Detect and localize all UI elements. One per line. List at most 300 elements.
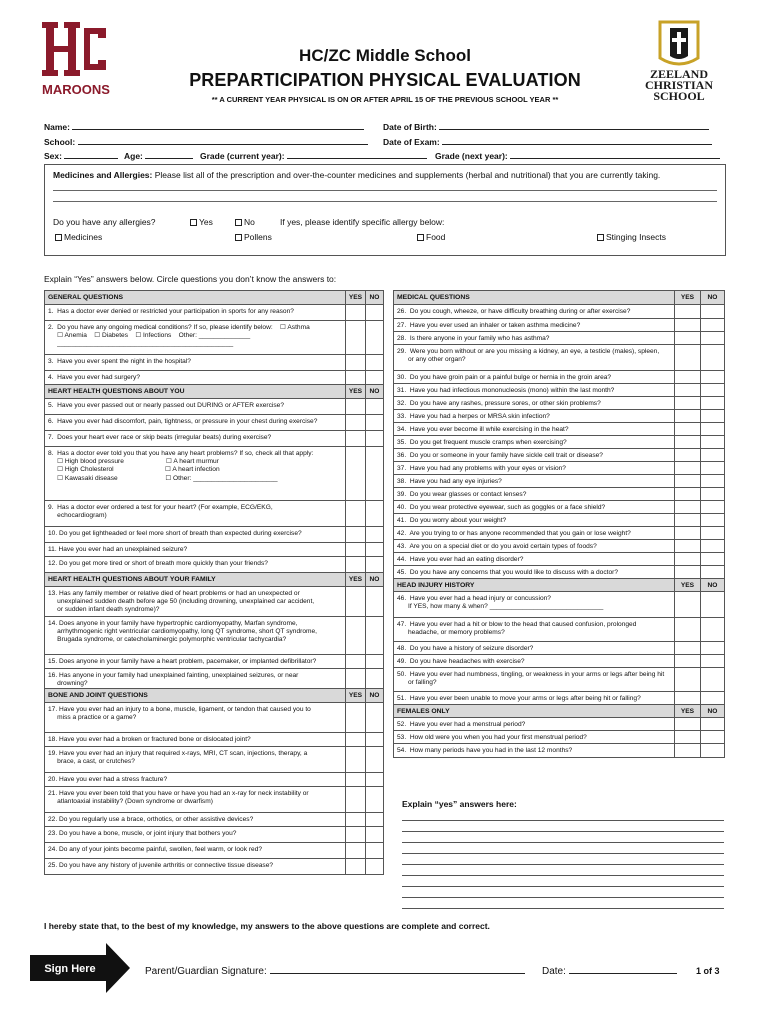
form-title: PREPARTICIPATION PHYSICAL EVALUATION <box>189 70 581 90</box>
no-label: NO <box>707 294 718 301</box>
no-label: NO <box>707 708 718 715</box>
no-answer-cell[interactable] <box>365 305 383 320</box>
no-answer-cell[interactable] <box>700 462 724 474</box>
yes-answer-cell[interactable] <box>345 787 365 812</box>
question-text: 47. Have you ever had a hit or blow to the head that caused confusion, prolonged headache, or memory problems? <box>397 621 637 637</box>
no-answer-cell[interactable] <box>365 843 383 858</box>
age-field[interactable] <box>124 150 193 162</box>
allergy-medicines-option[interactable] <box>55 233 102 243</box>
no-column-header <box>365 689 383 702</box>
yes-answer-cell[interactable] <box>674 566 700 578</box>
question-row <box>393 488 725 501</box>
question-row <box>393 305 725 319</box>
age-label: Age: <box>124 151 143 161</box>
section-header <box>393 291 725 305</box>
question-text: 26. Do you cough, wheeze, or have difficulty breathing during or after exercise? <box>397 308 631 315</box>
question-text: 2. Do you have any ongoing medical conditions? If so, please identify below: ☐ Asthma ☐ Anemia ☐ Diabetes ☐ Infections Other: ______________ ________________________________________________ <box>48 324 310 348</box>
question-text: 4. Have you ever had surgery? <box>48 374 140 381</box>
question-row <box>44 617 384 655</box>
yes-answer-cell[interactable] <box>674 692 700 704</box>
section-header <box>44 291 384 305</box>
yes-answer-cell[interactable] <box>345 859 365 874</box>
yes-answer-cell[interactable] <box>674 462 700 474</box>
yes-answer-cell[interactable] <box>345 773 365 786</box>
yes-answer-cell[interactable] <box>345 501 365 526</box>
question-text: 9. Has a doctor ever ordered a test for your heart? (For example, ECG/EKG, echocardiogram) <box>48 504 273 520</box>
no-answer-cell[interactable] <box>365 669 383 688</box>
question-text: 32. Do you have any rashes, pressure sores, or other skin problems? <box>397 400 601 407</box>
yes-answer-cell[interactable] <box>674 397 700 409</box>
question-text: 50. Have you ever had numbness, tingling, or weakness in your arms or legs after being hit or falling? <box>397 671 665 687</box>
allergy-pollens-checkbox[interactable] <box>235 234 242 241</box>
allergy-yes-label: Yes <box>199 217 213 227</box>
certification-statement: I hereby state that, to the best of my knowledge, my answers to the above questions are complete and correct. <box>44 921 490 931</box>
yes-answer-cell[interactable] <box>674 332 700 344</box>
no-answer-cell[interactable] <box>700 618 724 641</box>
question-text: 39. Do you wear glasses or contact lenses? <box>397 491 527 498</box>
allergy-food-label: Food <box>426 232 446 242</box>
name-label: Name: <box>44 122 70 132</box>
question-text: 42. Are you trying to or has anyone recommended that you gain or lose weight? <box>397 530 631 537</box>
question-row <box>44 305 384 321</box>
question-text: 28. Is there anyone in your family who has asthma? <box>397 335 550 342</box>
yes-answer-cell[interactable] <box>674 668 700 691</box>
question-row <box>393 514 725 527</box>
yes-explain-line[interactable] <box>402 831 724 832</box>
yes-answer-cell[interactable] <box>345 557 365 572</box>
yes-answer-cell[interactable] <box>674 384 700 396</box>
yes-label: YES <box>348 692 363 699</box>
question-text: 44. Have you ever had an eating disorder? <box>397 556 524 563</box>
school-label: School: <box>44 137 76 147</box>
name-field[interactable] <box>44 121 364 133</box>
sex-label: Sex: <box>44 151 62 161</box>
question-row <box>393 592 725 618</box>
no-answer-cell[interactable] <box>700 501 724 513</box>
medicines-line-1[interactable] <box>53 190 717 191</box>
yes-answer-cell[interactable] <box>345 587 365 616</box>
section-header <box>393 705 725 718</box>
yes-column-header <box>345 689 365 702</box>
question-text: 18. Have you ever had a broken or fractured bone or dislocated joint? <box>48 736 251 743</box>
yes-answer-cell[interactable] <box>674 731 700 743</box>
no-answer-cell[interactable] <box>700 436 724 448</box>
yes-label: YES <box>680 582 695 589</box>
date-field[interactable] <box>542 965 677 978</box>
date-label: Date: <box>542 966 566 977</box>
question-row <box>393 668 725 692</box>
no-answer-cell[interactable] <box>700 410 724 422</box>
sex-field[interactable] <box>44 150 118 162</box>
question-text: 36. Do you or someone in your family have sickle cell trait or disease? <box>397 452 603 459</box>
question-text: 19. Have you ever had an injury that required x-rays, MRI, CT scan, injections, therapy, a brace, a cast, or crutches? <box>48 750 308 766</box>
no-label: NO <box>369 576 380 583</box>
yes-explain-line[interactable] <box>402 864 724 865</box>
no-answer-cell[interactable] <box>700 553 724 565</box>
yes-answer-cell[interactable] <box>345 669 365 688</box>
yes-label: YES <box>348 388 363 395</box>
allergy-food-option[interactable] <box>417 233 445 243</box>
allergy-question: Do you have any allergies? <box>53 217 156 227</box>
no-column-header <box>365 385 383 398</box>
yes-column-header <box>674 579 700 591</box>
yes-answer-cell[interactable] <box>345 527 365 542</box>
current-grade-field[interactable] <box>200 150 427 162</box>
no-answer-cell[interactable] <box>700 305 724 318</box>
yes-explain-line[interactable] <box>402 853 724 854</box>
allergy-food-checkbox[interactable] <box>417 234 424 241</box>
question-row <box>44 827 384 843</box>
no-answer-cell[interactable] <box>700 332 724 344</box>
no-column-header <box>365 573 383 586</box>
dob-field[interactable] <box>383 121 709 133</box>
yes-explain-line[interactable] <box>402 908 724 909</box>
current-grade-label: Grade (current year): <box>200 151 285 161</box>
allergy-medicines-label: Medicines <box>64 232 103 242</box>
question-row <box>44 415 384 431</box>
section-title: FEMALES ONLY <box>397 708 450 715</box>
question-row <box>44 843 384 859</box>
question-row <box>393 384 725 397</box>
yes-explain-label: Explain “yes” answers here: <box>402 799 517 809</box>
no-answer-cell[interactable] <box>365 655 383 668</box>
question-text: 5. Have you ever passed out or nearly passed out DURING or AFTER exercise? <box>48 402 285 409</box>
no-column-header <box>700 579 724 591</box>
physical-notice: ** A CURRENT YEAR PHYSICAL IS ON OR AFTER APRIL 15 OF THE PREVIOUS SCHOOL YEAR ** <box>211 95 559 104</box>
question-text: 49. Do you have headaches with exercise? <box>397 658 525 665</box>
yes-explain-line[interactable] <box>402 886 724 887</box>
question-row <box>393 655 725 668</box>
medicines-text: Please list all of the prescription and over-the-counter medicines and supplements (herbal and nutritional) that you are currently taking. <box>154 170 661 180</box>
question-text: 43. Are you on a special diet or do you avoid certain types of foods? <box>397 543 597 550</box>
allergy-no-option[interactable] <box>235 218 255 228</box>
question-text: 41. Do you worry about your weight? <box>397 517 507 524</box>
yes-answer-cell[interactable] <box>674 540 700 552</box>
yes-answer-cell[interactable] <box>345 813 365 826</box>
yes-answer-cell[interactable] <box>674 618 700 641</box>
yes-answer-cell[interactable] <box>345 747 365 772</box>
yes-explain-line[interactable] <box>402 842 724 843</box>
no-answer-cell[interactable] <box>365 543 383 556</box>
medicines-line-2[interactable] <box>53 201 717 202</box>
yes-answer-cell[interactable] <box>674 514 700 526</box>
allergy-pollens-label: Pollens <box>244 232 272 242</box>
question-text: 38. Have you had any eye injuries? <box>397 478 502 485</box>
question-text: 31. Have you had infectious mononucleosis (mono) within the last month? <box>397 387 615 394</box>
no-answer-cell[interactable] <box>700 592 724 617</box>
yes-answer-cell[interactable] <box>674 642 700 654</box>
dob-label: Date of Birth: <box>383 122 437 132</box>
question-row <box>393 642 725 655</box>
no-answer-cell[interactable] <box>365 527 383 542</box>
question-text: 51. Have you ever been unable to move your arms or legs after being hit or falling? <box>397 695 641 702</box>
question-row <box>393 462 725 475</box>
allergy-no-label: No <box>244 217 255 227</box>
question-text: 8. Has a doctor ever told you that you have any heart problems? If so, check all that apply: ☐ High blood pressure ☐ A heart murmur ☐ High Cholesterol ☐ A heart infection ☐ Kawasaki disease ☐ Other: _______________________ <box>48 450 314 482</box>
question-row <box>44 543 384 557</box>
left-questions-table <box>44 290 384 902</box>
question-row <box>393 744 725 758</box>
right-questions-table <box>393 290 725 768</box>
section-header <box>44 573 384 587</box>
question-text: 13. Has any family member or relative died of heart problems or had an unexpected or unexplained sudden death before age 50 (including drowning, unexplained car accident, or sudden infant death syndrome)? <box>48 590 315 614</box>
signature-field[interactable] <box>145 965 525 978</box>
no-answer-cell[interactable] <box>365 787 383 812</box>
question-row <box>393 423 725 436</box>
question-row <box>44 655 384 669</box>
question-text: 45. Do you have any concerns that you would like to discuss with a doctor? <box>397 569 619 576</box>
yes-answer-cell[interactable] <box>674 655 700 667</box>
question-text: 37. Have you had any problems with your eyes or vision? <box>397 465 566 472</box>
allergy-stinging-label: Stinging Insects <box>606 232 667 242</box>
allergy-no-checkbox[interactable] <box>235 219 242 226</box>
yes-answer-cell[interactable] <box>345 399 365 414</box>
question-row <box>44 733 384 747</box>
yes-label: YES <box>680 708 695 715</box>
question-text: 46. Have you ever had a head injury or concussion? If YES, how many & when? _______________________________ <box>397 595 604 611</box>
yes-answer-cell[interactable] <box>345 733 365 746</box>
no-answer-cell[interactable] <box>365 557 383 572</box>
section-header <box>44 689 384 703</box>
question-row <box>393 410 725 423</box>
sign-here-label: Sign Here <box>44 963 96 975</box>
maroons-logo-text: MAROONS <box>42 82 110 97</box>
no-answer-cell[interactable] <box>700 319 724 331</box>
no-answer-cell[interactable] <box>365 617 383 654</box>
yes-answer-cell[interactable] <box>345 827 365 842</box>
no-answer-cell[interactable] <box>365 773 383 786</box>
yes-answer-cell[interactable] <box>674 553 700 565</box>
sign-here-button[interactable] <box>30 943 130 993</box>
no-answer-cell[interactable] <box>365 415 383 430</box>
question-text: 12. Do you get more tired or short of breath more quickly than your friends? <box>48 560 268 567</box>
question-row <box>393 475 725 488</box>
question-text: 20. Have you ever had a stress fracture? <box>48 776 168 783</box>
question-text: 11. Have you ever had an unexplained seizure? <box>48 546 188 553</box>
yes-explain-line[interactable] <box>402 897 724 898</box>
question-text: 24. Do any of your joints become painful, swollen, feel warm, or look red? <box>48 846 263 853</box>
question-row <box>44 703 384 733</box>
yes-answer-cell[interactable] <box>345 843 365 858</box>
exam-date-label: Date of Exam: <box>383 137 440 147</box>
yes-answer-cell[interactable] <box>674 488 700 500</box>
no-answer-cell[interactable] <box>365 321 383 354</box>
no-column-header <box>365 291 383 304</box>
no-answer-cell[interactable] <box>700 692 724 704</box>
question-row <box>44 557 384 573</box>
no-answer-cell[interactable] <box>365 355 383 370</box>
yes-answer-cell[interactable] <box>674 319 700 331</box>
yes-answer-cell[interactable] <box>674 592 700 617</box>
yes-answer-cell[interactable] <box>345 431 365 446</box>
yes-answer-cell[interactable] <box>674 423 700 435</box>
question-text: 53. How old were you when you had your first menstrual period? <box>397 734 587 741</box>
question-text: 52. Have you ever had a menstrual period? <box>397 721 526 728</box>
question-text: 16. Has anyone in your family had unexplained fainting, unexplained seizures, or near drowning? <box>48 672 299 688</box>
yes-column-header <box>345 291 365 304</box>
question-row <box>393 618 725 642</box>
question-row <box>44 321 384 355</box>
question-row <box>44 399 384 415</box>
yes-label: YES <box>348 294 363 301</box>
no-label: NO <box>369 692 380 699</box>
no-answer-cell[interactable] <box>365 813 383 826</box>
question-text: 29. Were you born without or are you missing a kidney, an eye, a testicle (males), spleen, or any other organ? <box>397 348 660 364</box>
yes-answer-cell[interactable] <box>345 617 365 654</box>
no-answer-cell[interactable] <box>700 514 724 526</box>
no-answer-cell[interactable] <box>700 731 724 743</box>
yes-answer-cell[interactable] <box>674 744 700 757</box>
allergy-yes-option[interactable] <box>190 218 213 228</box>
no-answer-cell[interactable] <box>365 431 383 446</box>
signature-label: Parent/Guardian Signature: <box>145 966 267 977</box>
yes-answer-cell[interactable] <box>674 449 700 461</box>
question-text: 34. Have you ever become ill while exercising in the heat? <box>397 426 569 433</box>
no-answer-cell[interactable] <box>365 703 383 732</box>
no-answer-cell[interactable] <box>700 540 724 552</box>
yes-explain-line[interactable] <box>402 875 724 876</box>
question-row <box>44 787 384 813</box>
no-answer-cell[interactable] <box>700 345 724 370</box>
question-text: 10. Do you get lightheaded or feel more short of breath than expected during exercise? <box>48 530 302 537</box>
question-row <box>44 669 384 689</box>
question-row <box>44 587 384 617</box>
question-row <box>393 371 725 384</box>
exam-date-field[interactable] <box>383 136 712 148</box>
question-text: 48. Do you have a history of seizure disorder? <box>397 645 534 652</box>
yes-answer-cell[interactable] <box>345 703 365 732</box>
question-text: 30. Do you have groin pain or a painful bulge or hernia in the groin area? <box>397 374 612 381</box>
yes-answer-cell[interactable] <box>345 355 365 370</box>
no-answer-cell[interactable] <box>365 859 383 874</box>
yes-answer-cell[interactable] <box>674 410 700 422</box>
question-row <box>393 527 725 540</box>
yes-answer-cell[interactable] <box>345 321 365 354</box>
allergy-pollens-option[interactable] <box>235 233 272 243</box>
question-row <box>393 501 725 514</box>
yes-answer-cell[interactable] <box>345 305 365 320</box>
question-row <box>393 332 725 345</box>
question-text: 6. Have you ever had discomfort, pain, tightness, or pressure in your chest during exercise? <box>48 418 318 425</box>
yes-answer-cell[interactable] <box>345 447 365 500</box>
question-row <box>393 540 725 553</box>
no-answer-cell[interactable] <box>700 642 724 654</box>
yes-answer-cell[interactable] <box>345 415 365 430</box>
no-answer-cell[interactable] <box>700 384 724 396</box>
section-title: MEDICAL QUESTIONS <box>397 294 470 301</box>
question-row <box>393 397 725 410</box>
allergy-medicines-checkbox[interactable] <box>55 234 62 241</box>
question-text: 40. Do you wear protective eyewear, such as goggles or a face shield? <box>397 504 606 511</box>
no-answer-cell[interactable] <box>700 449 724 461</box>
allergy-stinging-checkbox[interactable] <box>597 234 604 241</box>
question-row <box>44 527 384 543</box>
no-answer-cell[interactable] <box>365 827 383 842</box>
no-answer-cell[interactable] <box>365 501 383 526</box>
question-row <box>393 345 725 371</box>
yes-answer-cell[interactable] <box>345 655 365 668</box>
no-answer-cell[interactable] <box>365 371 383 384</box>
yes-answer-cell[interactable] <box>674 345 700 370</box>
no-answer-cell[interactable] <box>365 747 383 772</box>
zeeland-logo-text-2: CHRISTIAN <box>644 78 714 92</box>
question-text: 7. Does your heart ever race or skip beats (irregular beats) during exercise? <box>48 434 272 441</box>
no-answer-cell[interactable] <box>700 371 724 383</box>
page-number: 1 of 3 <box>696 966 720 976</box>
no-answer-cell[interactable] <box>700 488 724 500</box>
question-text: 54. How many periods have you had in the last 12 months? <box>397 747 573 754</box>
no-answer-cell[interactable] <box>700 527 724 539</box>
no-label: NO <box>707 582 718 589</box>
medicines-prompt <box>53 171 660 181</box>
question-row <box>44 371 384 385</box>
no-answer-cell[interactable] <box>365 733 383 746</box>
yes-answer-cell[interactable] <box>674 718 700 730</box>
question-row <box>393 692 725 705</box>
next-grade-field[interactable] <box>435 150 720 162</box>
no-label: NO <box>369 388 380 395</box>
question-text: 25. Do you have any history of juvenile arthritis or connective tissue disease? <box>48 862 274 869</box>
yes-answer-cell[interactable] <box>674 305 700 318</box>
question-text: 33. Have you had a herpes or MRSA skin infection? <box>397 413 550 420</box>
yes-column-header <box>345 385 365 398</box>
school-name: HC/ZC Middle School <box>299 46 471 65</box>
zeeland-logo-text-1: ZEELAND <box>649 67 709 81</box>
no-answer-cell[interactable] <box>700 397 724 409</box>
question-text: 3. Have you ever spent the night in the hospital? <box>48 358 191 365</box>
question-row <box>393 731 725 744</box>
allergy-identify-text: If yes, please identify specific allergy below: <box>280 217 445 227</box>
no-answer-cell[interactable] <box>700 655 724 667</box>
section-header <box>393 579 725 592</box>
allergy-yes-checkbox[interactable] <box>190 219 197 226</box>
no-answer-cell[interactable] <box>365 587 383 616</box>
yes-answer-cell[interactable] <box>345 371 365 384</box>
no-answer-cell[interactable] <box>700 566 724 578</box>
allergy-stinging-option[interactable] <box>597 233 666 243</box>
yes-column-header <box>674 291 700 304</box>
question-text: 22. Do you regularly use a brace, orthotics, or other assistive devices? <box>48 816 254 823</box>
question-row <box>44 501 384 527</box>
yes-answer-cell[interactable] <box>674 371 700 383</box>
school-field[interactable] <box>44 136 368 148</box>
question-text: 15. Does anyone in your family have a heart problem, pacemaker, or implanted defibrillator? <box>48 658 317 665</box>
question-text: 35. Do you get frequent muscle cramps when exercising? <box>397 439 567 446</box>
yes-answer-cell[interactable] <box>674 527 700 539</box>
no-answer-cell[interactable] <box>365 447 383 500</box>
no-answer-cell[interactable] <box>700 718 724 730</box>
no-answer-cell[interactable] <box>700 744 724 757</box>
no-column-header <box>700 705 724 717</box>
no-answer-cell[interactable] <box>700 475 724 487</box>
yes-answer-cell[interactable] <box>674 501 700 513</box>
question-row <box>44 447 384 501</box>
yes-answer-cell[interactable] <box>674 475 700 487</box>
yes-explain-line[interactable] <box>402 820 724 821</box>
no-answer-cell[interactable] <box>700 423 724 435</box>
no-answer-cell[interactable] <box>365 399 383 414</box>
question-row <box>393 319 725 332</box>
section-title: BONE AND JOINT QUESTIONS <box>48 692 148 699</box>
yes-answer-cell[interactable] <box>345 543 365 556</box>
no-answer-cell[interactable] <box>700 668 724 691</box>
section-title: HEART HEALTH QUESTIONS ABOUT YOU <box>48 388 185 395</box>
section-title: HEAD INJURY HISTORY <box>397 582 475 589</box>
question-row <box>44 747 384 773</box>
yes-answer-cell[interactable] <box>674 436 700 448</box>
question-row <box>44 773 384 787</box>
yes-column-header <box>345 573 365 586</box>
